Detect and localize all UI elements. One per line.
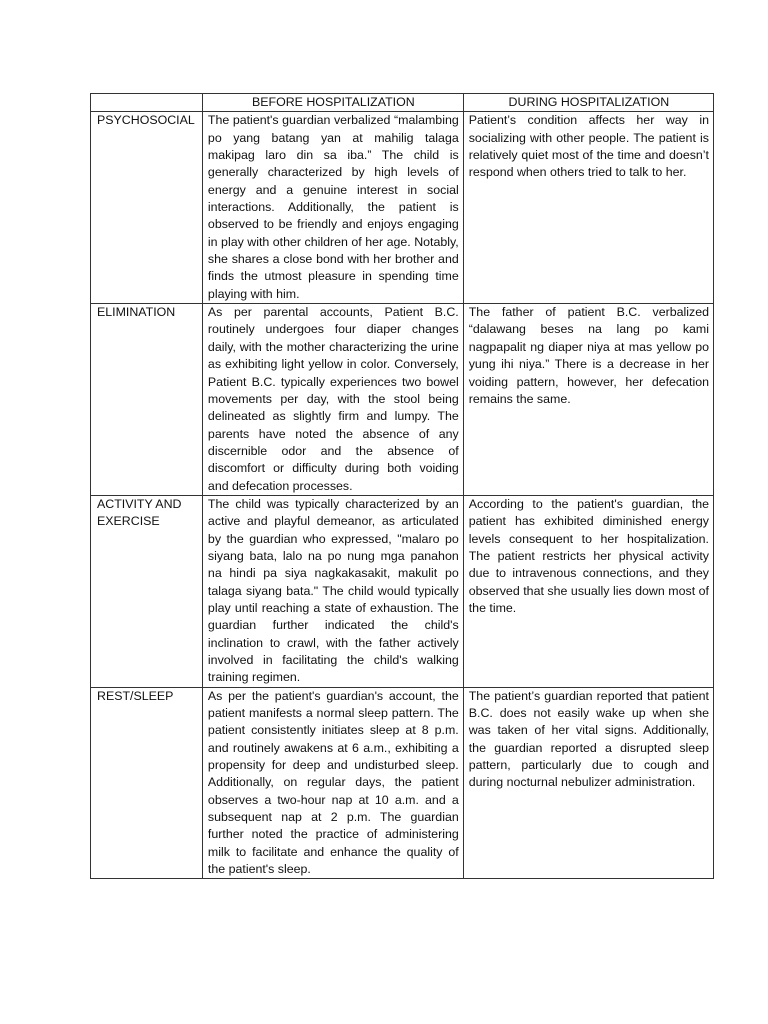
- during-cell: [463, 112, 713, 304]
- assessment-table: [90, 93, 714, 879]
- row-label-cell: [91, 687, 203, 879]
- before-cell: [202, 495, 463, 687]
- before-text: As per the patient's guardian's account, the patient manifests a normal sleep pattern. The patient consistently initiates sleep at 8 p.m. and routinely awakens at 6 a.m., exhibiting a propensity for deep and undisturbed sleep. Additionally, on regular days, the patient observes a two-hour nap at 10 a.m. and a subsequent nap at 2 p.m. The guardian further noted the practice of administering milk to facilitate and enhance the quality of the patient's sleep.: [207, 688, 459, 877]
- before-cell: [202, 112, 463, 304]
- during-cell: [463, 495, 713, 687]
- row-label: PSYCHOSOCIAL: [97, 113, 195, 128]
- row-label: ACTIVITY AND EXERCISE: [97, 496, 182, 529]
- during-text: The father of patient B.C. verbalized “dalawang beses na lang po kami nagpapalit ng diaper niya at mas yellow po yung ihi niya.” There is a decrease in her voiding pattern, however, her defecation remains the same.: [468, 305, 709, 406]
- table-row: [91, 112, 714, 304]
- before-cell: [202, 687, 463, 879]
- row-label-cell: [91, 304, 203, 496]
- header-before-hospitalization: BEFORE HOSPITALIZATION: [202, 94, 463, 112]
- header-during-hospitalization: DURING HOSPITALIZATION: [463, 94, 713, 112]
- header-row: [91, 94, 714, 112]
- header-empty-cell: [91, 94, 203, 112]
- row-label: REST/SLEEP: [97, 688, 174, 703]
- before-text: The child was typically characterized by an active and playful demeanor, as articulated by the guardian who expressed, "malaro po siyang bata, lalo na po nung mga panahon na hindi pa siya nagkakasakit, makulit po talaga siyang bata." The child would typically play until reaching a state of exhaustion. The guardian further indicated the child's inclination to crawl, with the father actively involved in facilitating the child's walking training regimen.: [207, 496, 459, 685]
- during-cell: [463, 687, 713, 879]
- during-text: According to the patient's guardian, the patient has exhibited diminished energy levels consequent to her hospitalization. The patient restricts her physical activity due to intravenous connections, and they observed that she usually lies down most of the time.: [468, 496, 709, 615]
- row-label: ELIMINATION: [97, 305, 176, 320]
- table-row: [91, 495, 714, 687]
- during-cell: [463, 304, 713, 496]
- before-text: The patient's guardian verbalized “malambing po yang batang yan at mahilig talaga makipag laro din sa iba.” The child is generally characterized by high levels of energy and a genuine interest in social interactions. Additionally, the patient is observed to be friendly and enjoys engaging in play with other children of her age. Notably, she shares a close bond with her brother and finds the utmost pleasure in spending time playing with him.: [207, 113, 459, 301]
- during-text: Patient’s condition affects her way in socializing with other people. The patient is relatively quiet most of the time and doesn’t respond when others tried to talk to her.: [468, 113, 709, 180]
- row-label-cell: [91, 495, 203, 687]
- before-cell: [202, 304, 463, 496]
- table-row: [91, 304, 714, 496]
- table-row: [91, 687, 714, 879]
- row-label-cell: [91, 112, 203, 304]
- before-text: As per parental accounts, Patient B.C. routinely undergoes four diaper changes daily, with the mother characterizing the urine as exhibiting light yellow in color. Conversely, Patient B.C. typically experiences two bowel movements per day, with the stool being delineated as slightly firm and lumpy. The parents have noted the absence of any discernible odor and the absence of discomfort or difficulty during both voiding and defecation processes.: [207, 305, 459, 493]
- during-text: The patient’s guardian reported that patient B.C. does not easily wake up when she was taken of her vital signs. Additionally, the guardian reported a disrupted sleep pattern, particularly due to cough and during nocturnal nebulizer administration.: [468, 688, 709, 790]
